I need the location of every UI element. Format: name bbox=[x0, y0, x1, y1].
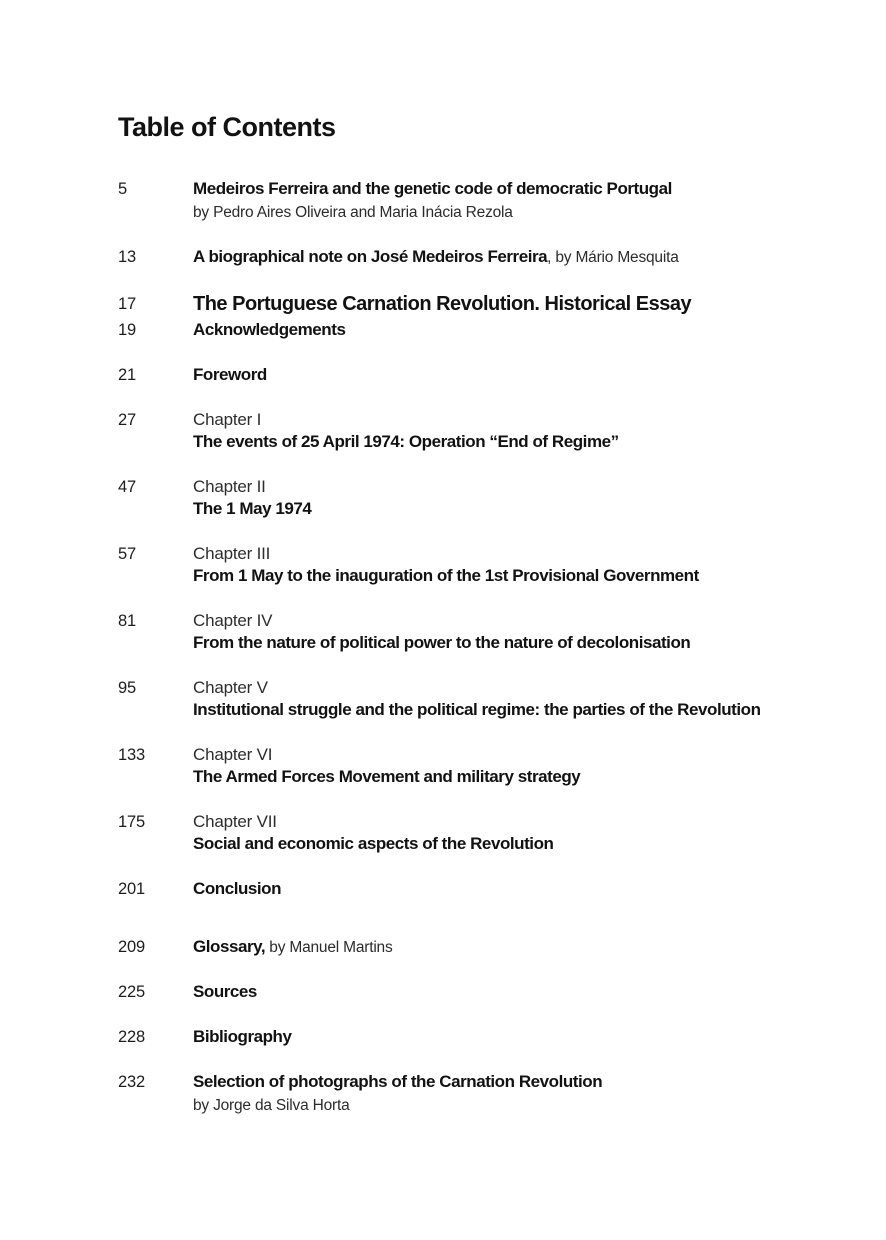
entry-title: Bibliography bbox=[193, 1027, 292, 1046]
page-number: 95 bbox=[118, 679, 136, 697]
entry-title-line bbox=[193, 699, 848, 722]
entry-content bbox=[193, 319, 848, 342]
entry-content bbox=[193, 878, 848, 901]
entry-title-line bbox=[193, 319, 848, 342]
entry-title: Conclusion bbox=[193, 879, 282, 898]
page-number: 57 bbox=[118, 545, 136, 563]
entry-title: Acknowledgements bbox=[193, 320, 346, 339]
entry-byline: by Pedro Aires Oliveira and Maria Inácia Rezola bbox=[193, 204, 513, 221]
page-number: 5 bbox=[118, 180, 127, 198]
entry-title-line bbox=[193, 246, 848, 269]
entry-title: A biographical note on José Medeiros Ferreira bbox=[193, 247, 548, 266]
entry-title-line bbox=[193, 878, 848, 901]
toc-entry-chapter-3 bbox=[118, 543, 848, 588]
entry-content bbox=[193, 1026, 848, 1049]
entry-content bbox=[193, 936, 848, 959]
page-number: 228 bbox=[118, 1028, 145, 1046]
toc-entry-chapter-7 bbox=[118, 811, 848, 856]
page-number: 27 bbox=[118, 411, 136, 429]
entry-content bbox=[193, 476, 848, 521]
toc-list bbox=[118, 178, 848, 1117]
page-number: 232 bbox=[118, 1073, 145, 1091]
entry-content bbox=[193, 610, 848, 655]
entry-title: The Portuguese Carnation Revolution. Historical Essay bbox=[193, 293, 692, 315]
page-number: 201 bbox=[118, 880, 145, 898]
toc-entry-sources bbox=[118, 981, 848, 1004]
page-number: 17 bbox=[118, 295, 136, 313]
chapter-label: Chapter IV bbox=[193, 611, 273, 630]
entry-author-inline: by Manuel Martins bbox=[265, 939, 393, 956]
entry-byline: by Jorge da Silva Horta bbox=[193, 1097, 350, 1114]
chapter-label: Chapter VII bbox=[193, 812, 277, 831]
page-number: 209 bbox=[118, 938, 145, 956]
entry-title: Glossary, bbox=[193, 937, 266, 956]
entry-content bbox=[193, 291, 848, 319]
entry-content bbox=[193, 677, 848, 722]
chapter-label: Chapter VI bbox=[193, 745, 273, 764]
entry-title: The 1 May 1974 bbox=[193, 499, 312, 518]
toc-entry-glossary bbox=[118, 936, 848, 959]
toc-entry-chapter-6 bbox=[118, 744, 848, 789]
entry-title-line bbox=[193, 1071, 848, 1094]
entry-title-line bbox=[193, 431, 848, 454]
toc-entry-medeiros-ferreira-genetic-code bbox=[118, 178, 848, 224]
toc-entry-historical-essay bbox=[118, 291, 848, 319]
entry-title-line bbox=[193, 291, 848, 319]
page-number: 81 bbox=[118, 612, 136, 630]
entry-content bbox=[193, 364, 848, 387]
toc-entry-bibliography bbox=[118, 1026, 848, 1049]
entry-title: Institutional struggle and the political regime: the parties of the Revolution bbox=[193, 700, 761, 719]
entry-title-line bbox=[193, 498, 848, 521]
entry-title-line bbox=[193, 178, 848, 201]
entry-title-line bbox=[193, 936, 848, 959]
page-number: 47 bbox=[118, 478, 136, 496]
page-number: 13 bbox=[118, 248, 136, 266]
page-number: 225 bbox=[118, 983, 145, 1001]
entry-title-line bbox=[193, 565, 848, 588]
toc-entry-chapter-5 bbox=[118, 677, 848, 722]
entry-content bbox=[193, 246, 848, 269]
entry-content bbox=[193, 178, 848, 224]
entry-content bbox=[193, 811, 848, 856]
entry-title-line bbox=[193, 766, 848, 789]
table-of-contents bbox=[118, 110, 848, 1139]
entry-title: The events of 25 April 1974: Operation “End of Regime” bbox=[193, 432, 619, 451]
toc-entry-chapter-2 bbox=[118, 476, 848, 521]
page-number: 21 bbox=[118, 366, 136, 384]
entry-content bbox=[193, 409, 848, 454]
entry-title-line bbox=[193, 1026, 848, 1049]
entry-title: Medeiros Ferreira and the genetic code of democratic Portugal bbox=[193, 179, 672, 198]
entry-title-line bbox=[193, 364, 848, 387]
entry-title: Sources bbox=[193, 982, 257, 1001]
chapter-label: Chapter I bbox=[193, 410, 262, 429]
entry-title: The Armed Forces Movement and military strategy bbox=[193, 767, 581, 786]
page-number: 19 bbox=[118, 321, 136, 339]
entry-content bbox=[193, 1071, 848, 1117]
toc-entry-chapter-4 bbox=[118, 610, 848, 655]
entry-title: From the nature of political power to the nature of decolonisation bbox=[193, 633, 691, 652]
entry-title: Social and economic aspects of the Revolution bbox=[193, 834, 554, 853]
page-number: 175 bbox=[118, 813, 145, 831]
entry-title: Selection of photographs of the Carnation Revolution bbox=[193, 1072, 603, 1091]
toc-entry-biographical-note bbox=[118, 246, 848, 269]
chapter-label: Chapter II bbox=[193, 477, 266, 496]
entry-title-line bbox=[193, 833, 848, 856]
toc-entry-selection-photographs bbox=[118, 1071, 848, 1117]
entry-content bbox=[193, 981, 848, 1004]
toc-entry-foreword bbox=[118, 364, 848, 387]
entry-title-line bbox=[193, 981, 848, 1004]
toc-entry-chapter-1 bbox=[118, 409, 848, 454]
chapter-label: Chapter V bbox=[193, 678, 268, 697]
entry-content bbox=[193, 744, 848, 789]
toc-entry-conclusion bbox=[118, 878, 848, 901]
page-title: Table of Contents bbox=[118, 112, 336, 142]
entry-author-inline: , by Mário Mesquita bbox=[547, 249, 679, 266]
page-number: 133 bbox=[118, 746, 145, 764]
toc-entry-acknowledgements bbox=[118, 319, 848, 342]
entry-title: Foreword bbox=[193, 365, 267, 384]
chapter-label: Chapter III bbox=[193, 544, 271, 563]
entry-title: From 1 May to the inauguration of the 1st Provisional Government bbox=[193, 566, 699, 585]
entry-title-line bbox=[193, 632, 848, 655]
entry-content bbox=[193, 543, 848, 588]
